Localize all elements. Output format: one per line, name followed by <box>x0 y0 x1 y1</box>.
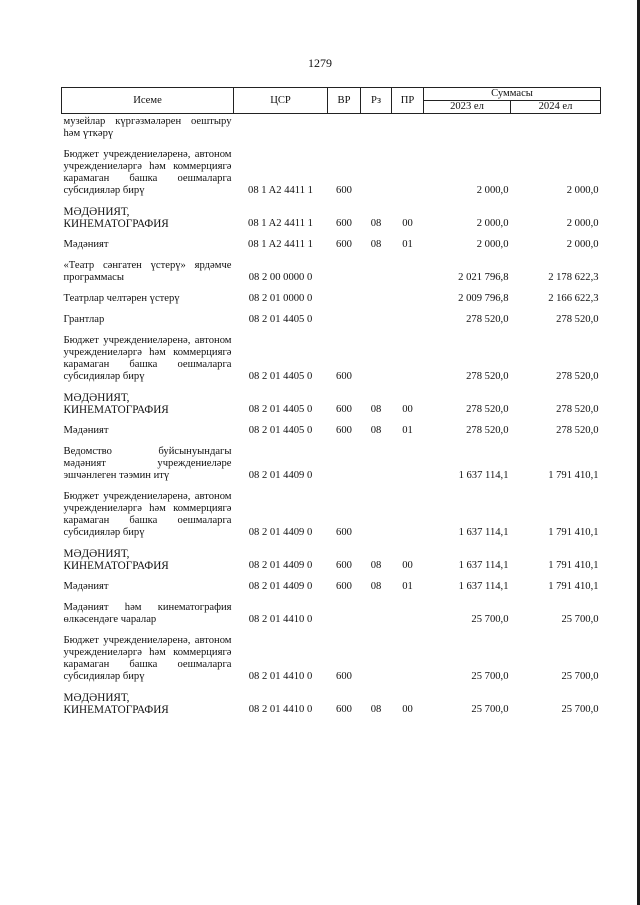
cell-pr <box>392 491 424 539</box>
cell-pr <box>392 314 424 326</box>
cell-name: МӘДӘНИЯТ, КИНЕМАТОГРАФИЯ <box>63 692 169 716</box>
cell-rz <box>361 335 392 383</box>
cell-y2023: 278 520,0 <box>466 425 509 436</box>
cell-y2023: 25 700,0 <box>471 704 509 715</box>
cell-rz: 08 <box>370 239 382 250</box>
cell-y2023: 278 520,0 <box>466 404 509 415</box>
cell-vr <box>328 314 361 326</box>
table-row <box>62 692 601 716</box>
cell-rz <box>361 635 392 683</box>
cell-y2023: 2 000,0 <box>476 218 509 229</box>
cell-y2024: 2 000,0 <box>566 218 599 229</box>
cell-rz <box>361 446 392 482</box>
row-spacer <box>62 326 601 335</box>
cell-csr: 08 2 01 4409 0 <box>248 560 313 571</box>
cell-name: Бюджет учреждениеләренә, автоном учреждениеләргә һәм коммерциягә карамаган башка оешмаларга субсидияләр бирү <box>63 335 232 382</box>
cell-pr <box>392 260 424 284</box>
cell-vr <box>328 260 361 284</box>
row-spacer-cell <box>62 539 601 548</box>
table-body <box>62 114 601 717</box>
cell-vr: 600 <box>336 704 352 715</box>
row-spacer <box>62 683 601 692</box>
header-vr: ВР <box>328 88 361 114</box>
cell-pr: 00 <box>402 560 413 571</box>
cell-y2024: 278 520,0 <box>556 425 599 436</box>
cell-csr: 08 2 01 4405 0 <box>248 371 313 382</box>
cell-vr <box>328 114 361 141</box>
row-spacer-cell <box>62 230 601 239</box>
cell-rz <box>361 293 392 305</box>
cell-csr: 08 2 00 0000 0 <box>248 272 313 283</box>
cell-y2024: 278 520,0 <box>556 371 599 382</box>
table-row <box>62 602 601 626</box>
header-csr: ЦСР <box>234 88 328 114</box>
row-spacer-cell <box>62 383 601 392</box>
cell-pr: 00 <box>402 704 413 715</box>
budget-table <box>61 87 601 716</box>
cell-y2023: 1 637 114,1 <box>458 581 509 592</box>
row-spacer-cell <box>62 683 601 692</box>
cell-vr: 600 <box>336 404 352 415</box>
cell-y2023: 1 637 114,1 <box>458 560 509 571</box>
cell-rz <box>361 114 392 141</box>
cell-name: Бюджет учреждениеләренә, автоном учреждениеләргә һәм коммерциягә карамаган башка оешмаларга субсидияләр бирү <box>63 149 232 196</box>
row-spacer-cell <box>62 197 601 206</box>
cell-y2023 <box>424 114 511 141</box>
header-year-2024: 2024 ел <box>511 101 601 114</box>
cell-y2024: 1 791 410,1 <box>548 560 599 571</box>
cell-y2023: 25 700,0 <box>471 671 509 682</box>
cell-rz <box>361 149 392 197</box>
row-spacer-cell <box>62 437 601 446</box>
header-year-2023: 2023 ел <box>424 101 511 114</box>
header-rz: Рз <box>361 88 392 114</box>
row-spacer-cell <box>62 593 601 602</box>
cell-pr <box>392 149 424 197</box>
cell-y2024: 1 791 410,1 <box>548 470 599 481</box>
cell-pr <box>392 293 424 305</box>
cell-rz: 08 <box>370 425 382 436</box>
cell-y2024 <box>511 114 601 141</box>
row-spacer-cell <box>62 284 601 293</box>
cell-y2024: 2 166 622,3 <box>548 293 599 304</box>
cell-y2023: 1 637 114,1 <box>458 527 509 538</box>
cell-name: Мәдәният һәм кинематография өлкәсендәге чаралар <box>63 602 232 625</box>
cell-name: Бюджет учреждениеләренә, автоном учреждениеләргә һәм коммерциягә карамаган башка оешмаларга субсидияләр бирү <box>63 635 232 682</box>
cell-csr: 08 1 A2 4411 1 <box>248 185 313 196</box>
row-spacer-cell <box>62 626 601 635</box>
row-spacer <box>62 482 601 491</box>
cell-y2024: 2 178 622,3 <box>548 272 599 283</box>
table-row <box>62 491 601 539</box>
cell-pr: 01 <box>402 239 413 250</box>
cell-y2023: 2 009 796,8 <box>458 293 509 304</box>
cell-csr: 08 2 01 4405 0 <box>248 425 313 436</box>
table-row <box>62 392 601 416</box>
row-spacer <box>62 305 601 314</box>
cell-vr: 600 <box>336 581 352 592</box>
table-row <box>62 581 601 593</box>
row-spacer-cell <box>62 482 601 491</box>
cell-csr: 08 2 01 4405 0 <box>248 314 313 325</box>
header-pr: ПР <box>392 88 424 114</box>
cell-name: Мәдәният <box>63 239 109 250</box>
header-name: Исеме <box>62 88 234 114</box>
cell-name: «Театр сәнгатен үстерү» ярдәмче программасы <box>63 260 232 283</box>
table-row <box>62 260 601 284</box>
cell-y2023: 2 021 796,8 <box>458 272 509 283</box>
cell-name: Ведомство буйсынуындагы мәдәният учреждениеләре эшчәнлеген тәэмин итү <box>63 446 232 481</box>
cell-csr: 08 2 01 4409 0 <box>248 470 313 481</box>
cell-y2023: 278 520,0 <box>466 371 509 382</box>
table-row <box>62 335 601 383</box>
row-spacer-cell <box>62 326 601 335</box>
cell-vr <box>328 293 361 305</box>
cell-y2024: 278 520,0 <box>556 404 599 415</box>
row-spacer-cell <box>62 140 601 149</box>
table-header <box>62 88 601 114</box>
cell-csr: 08 2 01 4410 0 <box>248 704 313 715</box>
cell-name: Театрлар челтәрен үстерү <box>63 293 180 304</box>
cell-rz <box>361 602 392 626</box>
cell-name: МӘДӘНИЯТ, КИНЕМАТОГРАФИЯ <box>63 206 169 230</box>
table-row <box>62 114 601 141</box>
cell-name: Бюджет учреждениеләренә, автоном учреждениеләргә һәм коммерциягә карамаган башка оешмаларга субсидияләр бирү <box>63 491 232 538</box>
table-row <box>62 548 601 572</box>
cell-vr: 600 <box>336 371 352 382</box>
cell-y2023: 2 000,0 <box>476 239 509 250</box>
cell-rz <box>361 314 392 326</box>
row-spacer-cell <box>62 572 601 581</box>
cell-rz: 08 <box>370 581 382 592</box>
cell-y2024: 1 791 410,1 <box>548 581 599 592</box>
row-spacer <box>62 437 601 446</box>
cell-y2024: 1 791 410,1 <box>548 527 599 538</box>
cell-name: музейлар күргәзмәләрен оештыру һәм үткәрү <box>63 116 232 139</box>
cell-csr: 08 2 01 4410 0 <box>248 614 313 625</box>
cell-vr: 600 <box>336 239 352 250</box>
cell-pr: 00 <box>402 218 413 229</box>
row-spacer-cell <box>62 251 601 260</box>
row-spacer <box>62 572 601 581</box>
cell-y2024: 25 700,0 <box>561 704 599 715</box>
row-spacer-cell <box>62 416 601 425</box>
cell-csr: 08 2 01 4410 0 <box>248 671 313 682</box>
cell-csr: 08 2 01 0000 0 <box>248 293 313 304</box>
cell-csr: 08 2 01 4409 0 <box>248 581 313 592</box>
row-spacer <box>62 197 601 206</box>
cell-vr: 600 <box>336 671 352 682</box>
cell-name: МӘДӘНИЯТ, КИНЕМАТОГРАФИЯ <box>63 392 169 416</box>
cell-vr: 600 <box>336 185 352 196</box>
cell-vr: 600 <box>336 218 352 229</box>
cell-rz: 08 <box>370 218 382 229</box>
page-number: 1279 <box>308 56 332 70</box>
table-row <box>62 314 601 326</box>
table-row <box>62 425 601 437</box>
cell-name: МӘДӘНИЯТ, КИНЕМАТОГРАФИЯ <box>63 548 169 572</box>
cell-y2024: 25 700,0 <box>561 614 599 625</box>
cell-pr: 00 <box>402 404 413 415</box>
cell-y2023: 25 700,0 <box>471 614 509 625</box>
cell-csr <box>234 114 328 141</box>
cell-vr <box>328 446 361 482</box>
cell-csr: 08 1 A2 4411 1 <box>248 239 313 250</box>
cell-name: Мәдәният <box>63 581 109 592</box>
cell-rz <box>361 260 392 284</box>
cell-pr <box>392 446 424 482</box>
cell-y2023: 2 000,0 <box>476 185 509 196</box>
cell-y2024: 278 520,0 <box>556 314 599 325</box>
cell-y2023: 278 520,0 <box>466 314 509 325</box>
table-row <box>62 293 601 305</box>
table-row <box>62 635 601 683</box>
cell-rz <box>361 491 392 539</box>
row-spacer-cell <box>62 305 601 314</box>
row-spacer <box>62 230 601 239</box>
table-row <box>62 239 601 251</box>
cell-pr <box>392 335 424 383</box>
row-spacer <box>62 284 601 293</box>
cell-pr <box>392 635 424 683</box>
cell-y2024: 2 000,0 <box>566 185 599 196</box>
table-row <box>62 206 601 230</box>
header-sums: Суммасы <box>424 88 601 101</box>
cell-y2023: 1 637 114,1 <box>458 470 509 481</box>
cell-rz: 08 <box>370 560 382 571</box>
row-spacer <box>62 140 601 149</box>
cell-rz: 08 <box>370 704 382 715</box>
cell-pr: 01 <box>402 425 413 436</box>
cell-csr: 08 2 01 4405 0 <box>248 404 313 415</box>
table-row <box>62 149 601 197</box>
row-spacer <box>62 416 601 425</box>
cell-vr: 600 <box>336 425 352 436</box>
cell-y2024: 25 700,0 <box>561 671 599 682</box>
cell-rz: 08 <box>370 404 382 415</box>
table-row <box>62 446 601 482</box>
cell-vr: 600 <box>336 560 352 571</box>
cell-name: Мәдәният <box>63 425 109 436</box>
row-spacer <box>62 251 601 260</box>
row-spacer <box>62 626 601 635</box>
row-spacer <box>62 593 601 602</box>
cell-pr <box>392 602 424 626</box>
cell-pr <box>392 114 424 141</box>
cell-name: Грантлар <box>63 314 105 325</box>
cell-y2024: 2 000,0 <box>566 239 599 250</box>
row-spacer <box>62 383 601 392</box>
cell-vr <box>328 602 361 626</box>
cell-vr: 600 <box>336 527 352 538</box>
cell-pr: 01 <box>402 581 413 592</box>
cell-csr: 08 1 A2 4411 1 <box>248 218 313 229</box>
cell-csr: 08 2 01 4409 0 <box>248 527 313 538</box>
row-spacer <box>62 539 601 548</box>
